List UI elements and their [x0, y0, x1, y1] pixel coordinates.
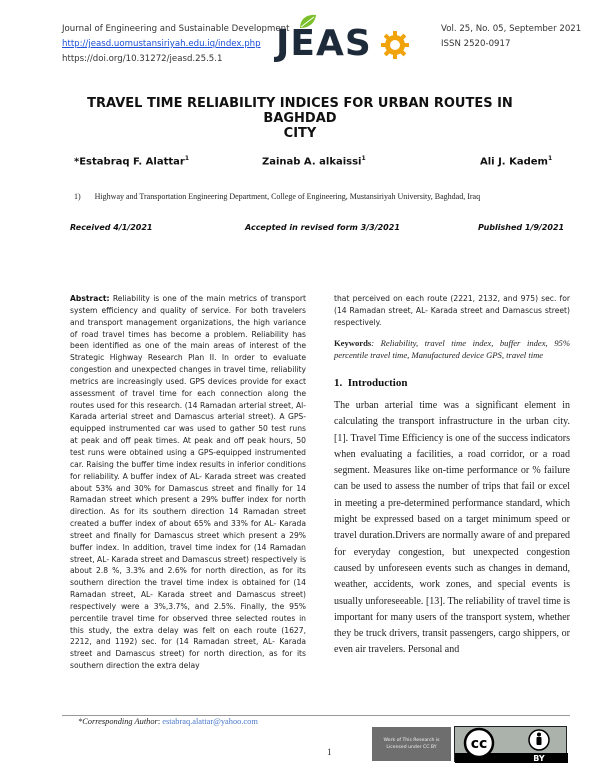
accepted-date: Accepted in revised form 3/3/2021: [245, 223, 400, 232]
journal-name: Journal of Engineering and Sustainable Development: [62, 24, 290, 34]
journal-url-link[interactable]: http://jeasd.uomustansiriyah.edu.iq/index.php: [62, 39, 261, 49]
section-heading: 1. Introduction: [334, 377, 408, 389]
doi-text: https://doi.org/10.31272/jeasd.25.5.1: [62, 54, 223, 64]
author-3: Ali J. Kadem$^1$: [480, 155, 553, 168]
journal-header-left: [62, 22, 290, 67]
author-2: Zainab A. alkaissi$^1$: [262, 155, 366, 168]
cc-by-icon: [455, 727, 568, 763]
affiliation: 1) Highway and Transportation Engineering Department, College of Engineering, Mustansiriyah University, Baghdad, Iraq: [74, 192, 481, 201]
abstract: [70, 293, 306, 672]
license-block: [372, 726, 568, 762]
received-date: Received 4/1/2021: [70, 223, 153, 232]
keywords: [334, 338, 570, 361]
abstract-label: Abstract:: [70, 294, 110, 303]
issn-text: ISSN 2520-0917: [441, 39, 511, 49]
cc-by-badge[interactable]: [454, 726, 567, 762]
logo-text: JEAS: [276, 23, 372, 64]
gear-logo-icon: [380, 30, 410, 60]
footnote-rule: [62, 715, 570, 716]
keywords-label: Keywords: [334, 338, 372, 348]
author-email-link[interactable]: estabraq.alattar@yahoo.com: [162, 717, 258, 726]
abstract-text: Reliability is one of the main metrics of transport system efficiency and quality of service. For both travelers and transport management organizations, the high variance of road travel times has become a problem. Reliability has been identified as one of the main areas of interest of the Strategic Highway Research Plan II. In order to evaluate congestion and unexpected changes in travel time, reliability metrics are increasingly used. GPS devices provide for exact assessment of travel time for each connection along the routes used for this research. (14 Ramadan arterial street, Al-Karada arterial street and Damascus arterial street). A GPS-equipped instrumented car was used to gather 50 test runs at peak and off peak times. At peak and off peak hours, 50 test runs were obtained using a GPS-equipped instrumented car. Raising the buffer time index results in inferior conditions for reliability. A buffer index of AL- Karada street was created about 53% and 30% for Damascus street and finally for 14 Ramadan street which present a 29% buffer index for north direction. As for its southern direction 14 Ramadan street created a buffer index of about 65% and 33% for AL- Karada street and finally for Damascus street which present a 29% buffer index. In addition, travel time index for (14 Ramadan street, AL- Karada street and Damascus street) respectively is about 2.8 %, 3.3% and 2.6% for north direction, as for its southern direction the travel time index is obtained for (14 Ramadan street, AL- Karada street and Damascus street) respectively were a 3%,3.7%, and 2.5%. Finally, the 95% percentile travel time for observed three selected routes in this study, the extra delay was felt on each route (1627, 2212, and 1192) sec. for (14 Ramadan street, AL- Karada street and Damascus street) for north direction, as for its southern direction the extra delay: [70, 294, 307, 671]
journal-header-right: [441, 22, 581, 52]
author-1: *Estabraq F. Alattar$^1$: [74, 155, 190, 168]
license-text-box: Work of This Research is Licensed under CC BY: [372, 727, 451, 761]
corresponding-author-footnote: *Corresponding Author: estabraq.alattar@yahoo.com: [78, 717, 258, 726]
svg-text:cc: cc: [470, 736, 488, 752]
jeasd-logo: [276, 20, 412, 68]
keywords-text: : Reliability, travel time index, buffer index, 95% percentile travel time, Manufactured device GPS, travel time: [334, 338, 570, 360]
abstract-continuation: that perceived on each route (2221, 2132, and 975) sec. for (14 Ramadan street, AL- Karada street and Damascus street) respectively.: [334, 294, 570, 327]
volume-text: Vol. 25, No. 05, September 2021: [441, 24, 582, 34]
paper-title: TRAVEL TIME RELIABILITY INDICES FOR URBAN ROUTES IN BAGHDAD CITY: [87, 96, 513, 141]
published-date: Published 1/9/2021: [478, 223, 565, 232]
page-number: 1: [327, 747, 332, 757]
intro-paragraph: The urban arterial time was a significant element in calculating the transport infrastructure in the urban city. [1]. Travel Time Efficiency is one of the success indicators when evaluating a facilities, a road corridor, or a road segment. Measures like on-time performance or % failure can be used to assess the number of trips that fail or excel in meeting a pre-determined performance standard, which might be expressed based on a target minimum speed or travel duration.Drivers are normally aware of and prepared for everyday congestion, but unexpected congestion caused by unforeseen events such as changes in demand, weather, accidents, work zones, and special events is usually unforeseeable. [13]. The reliability of travel time is important for many users of the transport system, whether they be truck drivers, transit passengers, cargo shippers, or even air travelers. Personal and: [334, 400, 571, 656]
svg-text:BY: BY: [533, 754, 545, 763]
